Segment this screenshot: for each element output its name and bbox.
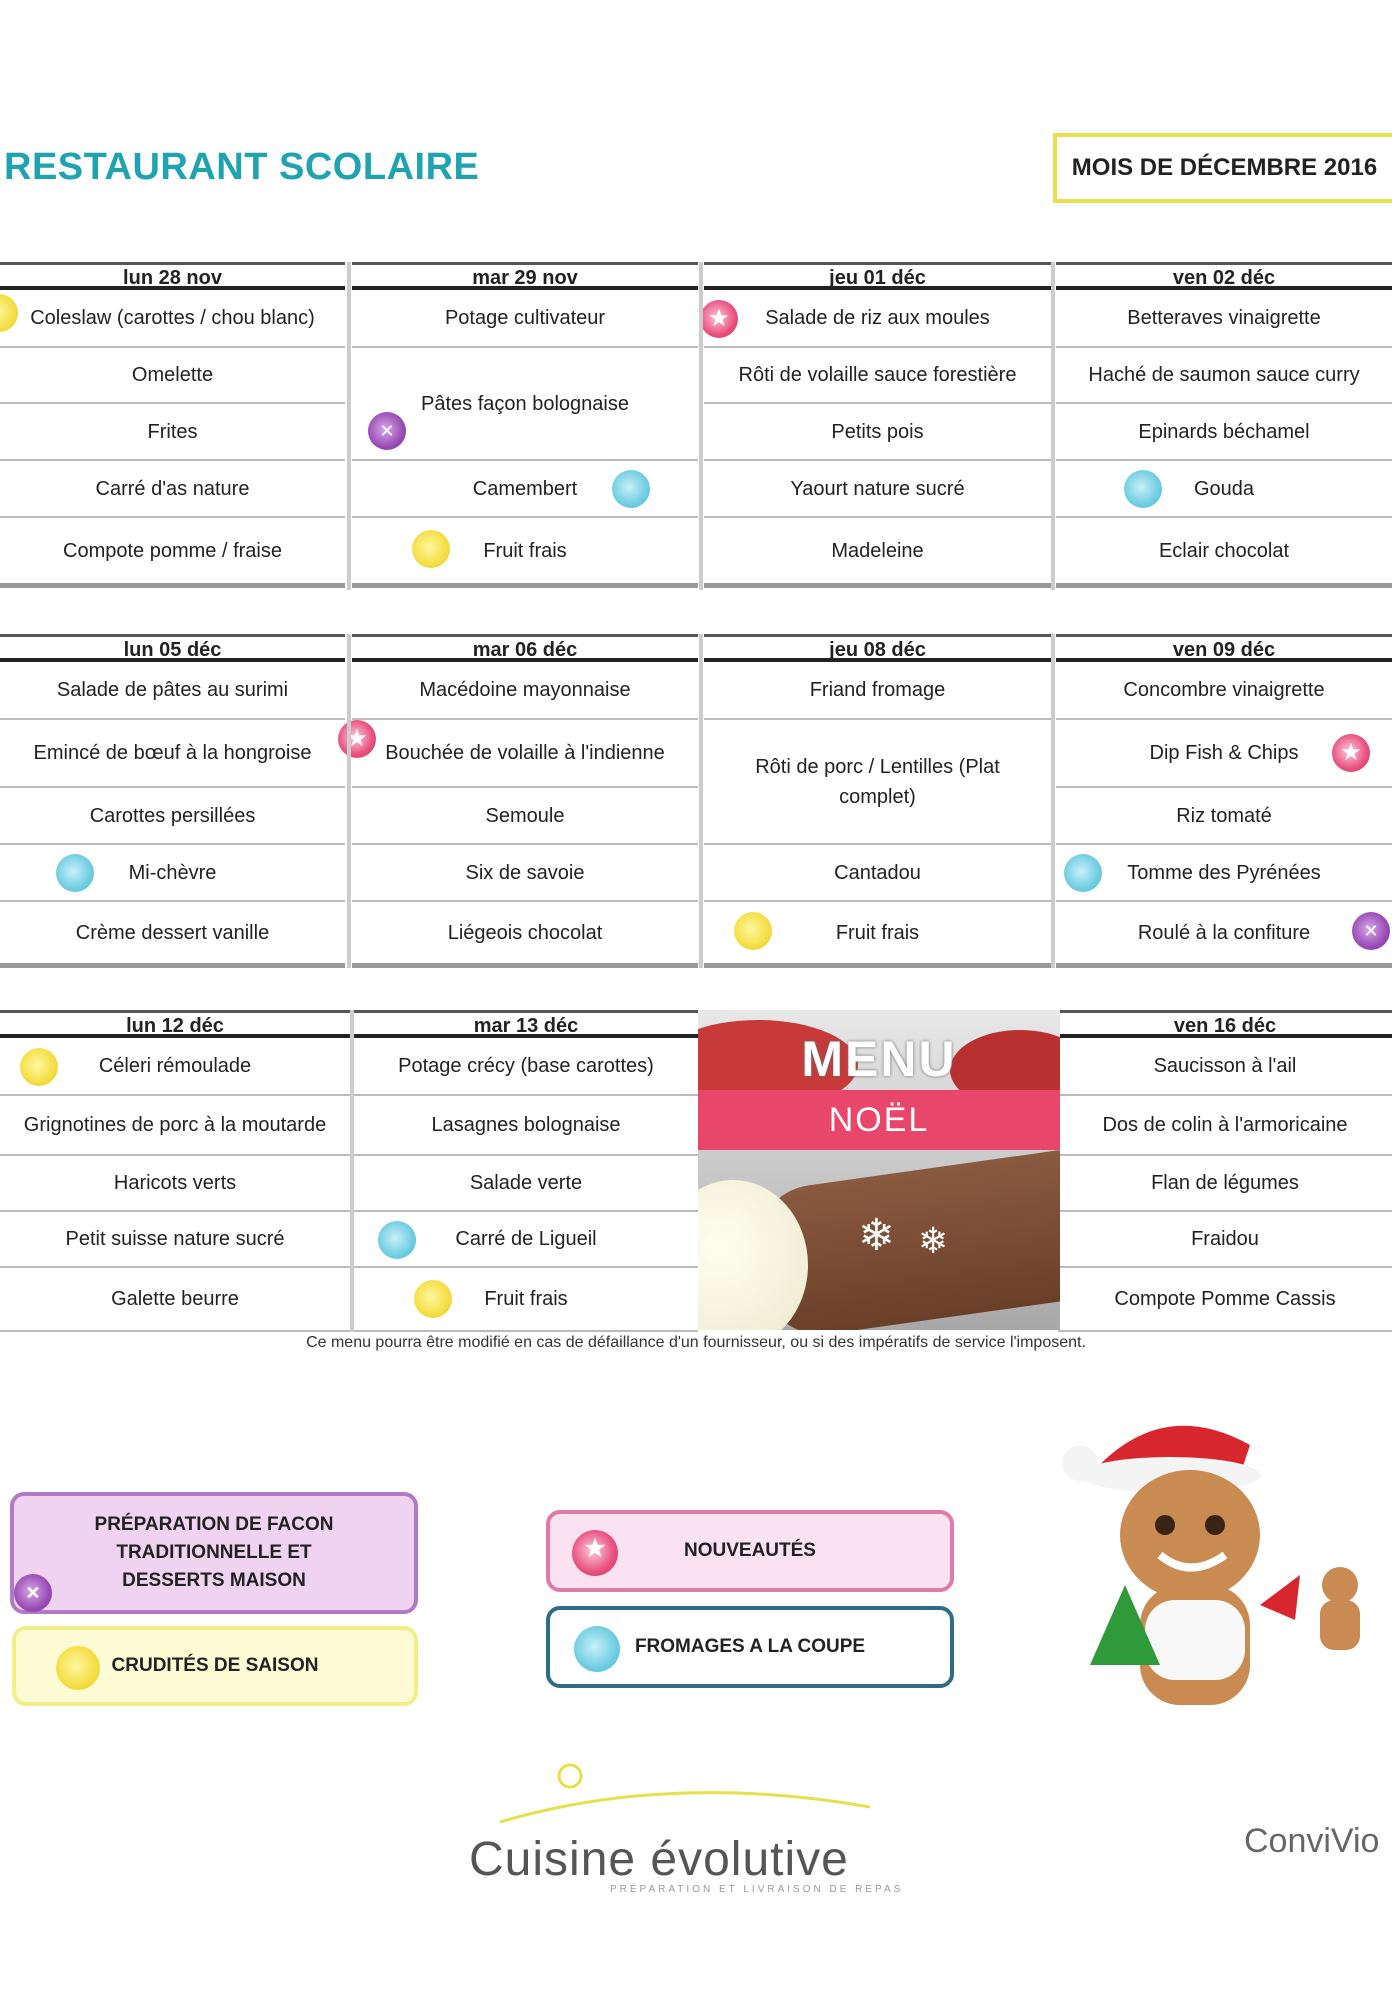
day-header: mar 06 déc [352, 634, 698, 662]
snowflake-icon: ❄ [918, 1220, 949, 1261]
crudites-icon [734, 912, 772, 950]
fromage-icon [1064, 854, 1102, 892]
menu-item: Compote pomme / fraise [0, 518, 345, 588]
menu-item: Camembert [352, 461, 698, 518]
menu-title: MENU [801, 1031, 957, 1087]
traditional-icon [1352, 912, 1390, 950]
menu-item: Carré d'as nature [0, 461, 345, 518]
menu-item: Haché de saumon sauce curry [1056, 348, 1392, 404]
menu-item: ★ Bouchée de volaille à l'indienne [352, 720, 698, 788]
menu-item: Salade de pâtes au surimi [0, 662, 345, 720]
menu-item: Madeleine [704, 518, 1051, 588]
menu-item: Mi-chèvre [0, 845, 345, 902]
day-column [0, 262, 345, 588]
menu-item: Grignotines de porc à la moutarde [0, 1096, 350, 1156]
day-column [0, 634, 345, 968]
column-divider [347, 262, 351, 590]
column-divider [1051, 634, 1055, 968]
nouveaute-icon [572, 1530, 618, 1576]
crudites-icon [414, 1280, 452, 1318]
day-column [352, 634, 698, 968]
page-title: RESTAURANT SCOLAIRE [4, 146, 480, 188]
menu-item: Emincé de bœuf à la hongroise [0, 720, 345, 788]
menu-item: Roulé à la confiture ✕ [1056, 902, 1392, 968]
day-header: lun 12 déc [0, 1010, 350, 1038]
noel-band: NOËL [698, 1090, 1060, 1150]
convivio-logo: ConviVio [1244, 1822, 1380, 1860]
column-divider [1051, 262, 1055, 590]
menu-item: Crème dessert vanille [0, 902, 345, 968]
menu-item: Carré de Ligueil [354, 1212, 698, 1268]
menu-item: Lasagnes bolognaise [354, 1096, 698, 1156]
crudites-icon [0, 294, 18, 332]
menu-item: Compote Pomme Cassis [1058, 1268, 1392, 1332]
day-header: ven 09 déc [1056, 634, 1392, 662]
fromage-icon [574, 1626, 620, 1672]
day-column [1058, 1010, 1392, 1332]
menu-item: Salade verte [354, 1156, 698, 1212]
traditional-icon [14, 1574, 52, 1612]
fromage-icon [612, 470, 650, 508]
menu-item: ✕ Pâtes façon bolognaise [352, 348, 698, 461]
menu-item: Epinards béchamel [1056, 404, 1392, 461]
menu-item: Rôti de porc / Lentilles (Plat complet) [704, 720, 1051, 845]
menu-item: Frites [0, 404, 345, 461]
menu-item: Petit suisse nature sucré [0, 1212, 350, 1268]
nouveaute-icon [700, 300, 738, 338]
day-column [0, 1010, 350, 1332]
menu-item: ★ Salade de riz aux moules [704, 290, 1051, 348]
legend-crudites: CRUDITÉS DE SAISON [12, 1626, 418, 1706]
menu-item: Céleri rémoulade [0, 1038, 350, 1096]
menu-item: Coleslaw (carottes / chou blanc) [0, 290, 345, 348]
menu-item: Dip Fish & Chips ★ [1056, 720, 1392, 788]
menu-item: Dos de colin à l'armoricaine [1058, 1096, 1392, 1156]
crudites-icon [20, 1048, 58, 1086]
day-column [352, 262, 698, 588]
day-column [704, 634, 1051, 968]
menu-item: Gouda [1056, 461, 1392, 518]
logo-tagline: PRÉPARATION ET LIVRAISON DE REPAS [610, 1884, 904, 1895]
gingerbread-illustration [1050, 1405, 1390, 1735]
menu-item: Fruit frais [704, 902, 1051, 968]
day-header: mar 13 déc [354, 1010, 698, 1038]
fromage-icon [56, 854, 94, 892]
day-header: jeu 08 déc [704, 634, 1051, 662]
day-header: ven 16 déc [1058, 1010, 1392, 1038]
menu-item: Cantadou [704, 845, 1051, 902]
nouveaute-icon [338, 720, 376, 758]
disclaimer: Ce menu pourra être modifié en cas de défaillance d'un fournisseur, ou si des impératifs de service l'imposent. [306, 1334, 1086, 1351]
day-column [354, 1010, 698, 1332]
crudites-icon [56, 1646, 100, 1690]
menu-item: Six de savoie [352, 845, 698, 902]
menu-item: Rôti de volaille sauce forestière [704, 348, 1051, 404]
menu-item: Fruit frais [352, 518, 698, 588]
day-column [1056, 262, 1392, 588]
menu-item: Tomme des Pyrénées [1056, 845, 1392, 902]
menu-item: Fraidou [1058, 1212, 1392, 1268]
column-divider [350, 1010, 354, 1332]
menu-item: Friand fromage [704, 662, 1051, 720]
week-3 [0, 1010, 1392, 1332]
legend-traditional: ✕ PRÉPARATION DE FACON TRADITIONNELLE ET DESSERTS MAISON [10, 1492, 418, 1614]
crudites-icon [412, 530, 450, 568]
legend-nouveautes: ★ NOUVEAUTÉS [546, 1510, 954, 1592]
menu-item: Macédoine mayonnaise [352, 662, 698, 720]
legend-fromages: FROMAGES A LA COUPE [546, 1606, 954, 1688]
menu-item: Omelette [0, 348, 345, 404]
day-header: ven 02 déc [1056, 262, 1392, 290]
day-header: lun 05 déc [0, 634, 345, 662]
week-2 [0, 634, 1392, 968]
column-divider [699, 262, 703, 590]
logo-arc [470, 1762, 900, 1832]
menu-item: Riz tomaté [1056, 788, 1392, 845]
menu-item: Yaourt nature sucré [704, 461, 1051, 518]
fromage-icon [1124, 470, 1162, 508]
nouveaute-icon [1332, 734, 1370, 772]
traditional-icon [368, 412, 406, 450]
day-column [704, 262, 1051, 588]
week-1 [0, 262, 1392, 590]
menu-item: Fruit frais [354, 1268, 698, 1332]
column-divider [699, 634, 703, 968]
menu-item: Betteraves vinaigrette [1056, 290, 1392, 348]
menu-item: Carottes persillées [0, 788, 345, 845]
day-header: mar 29 nov [352, 262, 698, 290]
menu-item: Eclair chocolat [1056, 518, 1392, 588]
menu-item: Haricots verts [0, 1156, 350, 1212]
menu-item: Galette beurre [0, 1268, 350, 1332]
menu-item: Potage cultivateur [352, 290, 698, 348]
month-box [1053, 133, 1392, 203]
month-label: MOIS DE DÉCEMBRE 2016 [1071, 154, 1378, 181]
column-divider [347, 634, 351, 968]
fromage-icon [378, 1221, 416, 1259]
menu-item: Concombre vinaigrette [1056, 662, 1392, 720]
menu-item: Potage crécy (base carottes) [354, 1038, 698, 1096]
cuisine-evolutive-logo: Cuisine évolutive [469, 1833, 849, 1886]
snowflake-icon: ❄ [858, 1211, 895, 1260]
menu-item: Petits pois [704, 404, 1051, 461]
menu-item: Semoule [352, 788, 698, 845]
day-header: lun 28 nov [0, 262, 345, 290]
day-header: jeu 01 déc [704, 262, 1051, 290]
day-column [1056, 634, 1392, 968]
christmas-menu-image [698, 1010, 1060, 1330]
menu-item: Liégeois chocolat [352, 902, 698, 968]
menu-item: Saucisson à l'ail [1058, 1038, 1392, 1096]
menu-item: Flan de légumes [1058, 1156, 1392, 1212]
